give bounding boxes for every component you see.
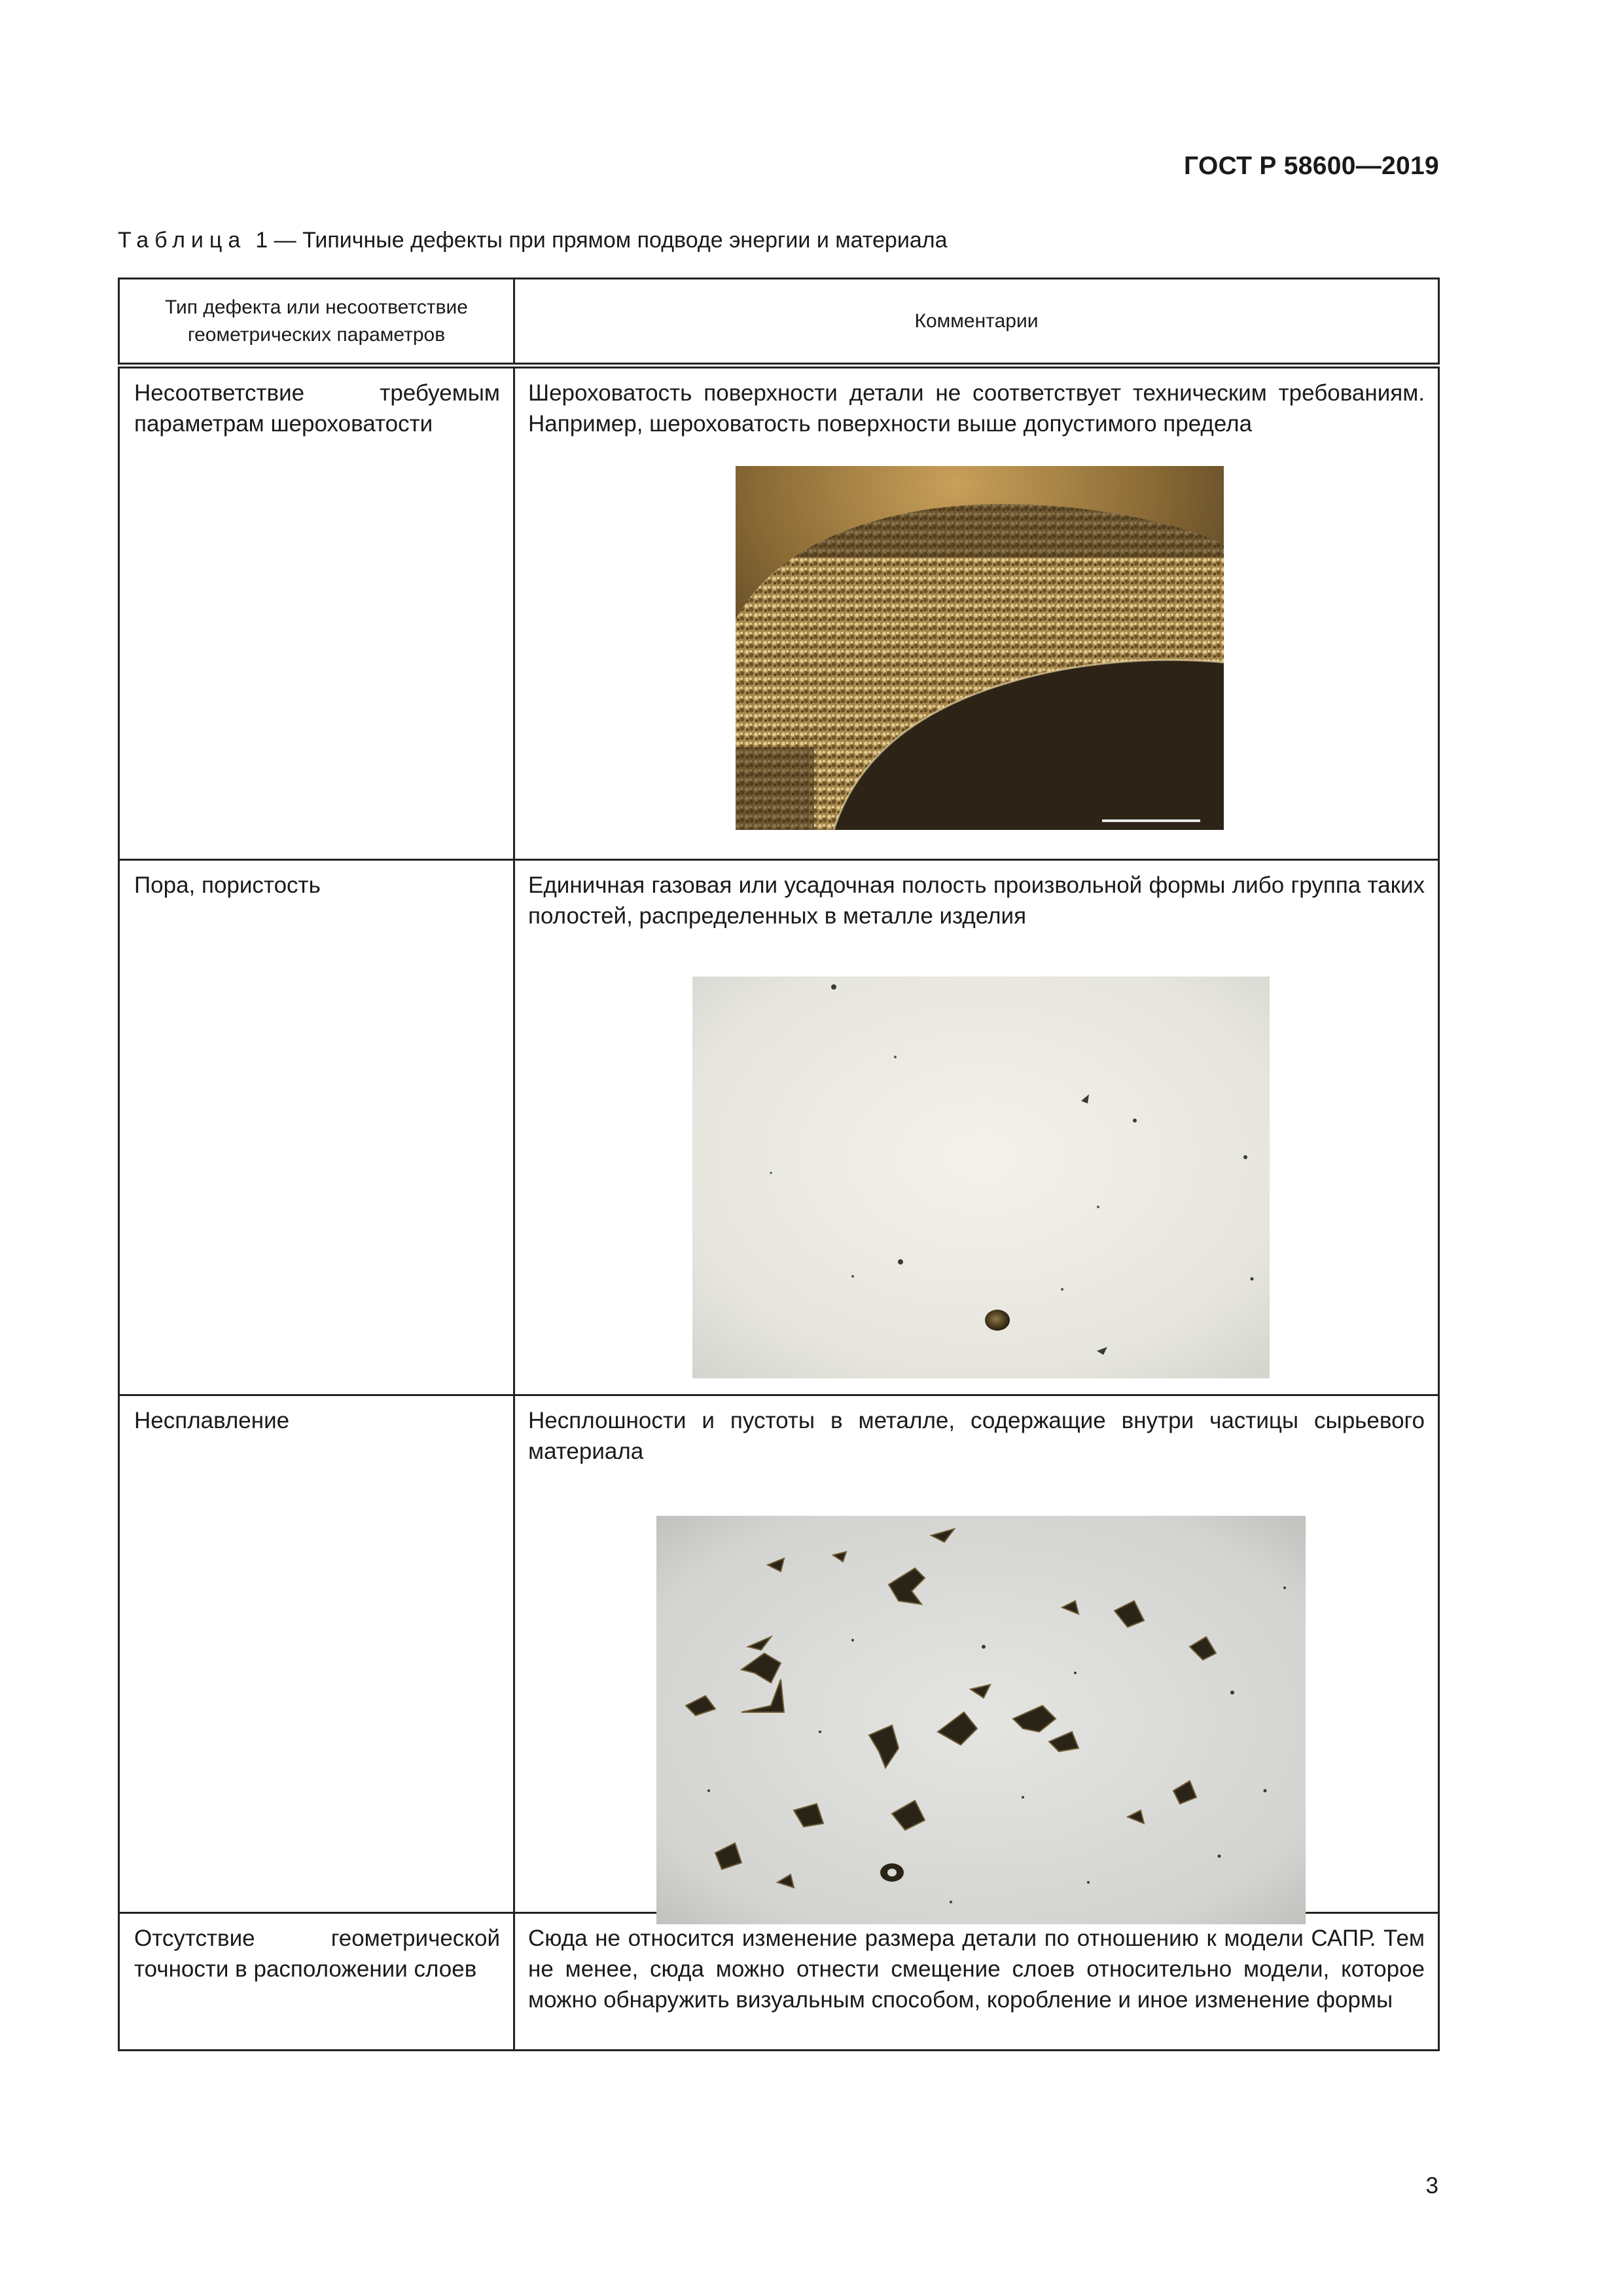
table-caption-prefix: Таблица	[118, 228, 247, 253]
table-header-row	[119, 279, 1439, 366]
defect-type-cell: Отсутствие геометрической точности в расположении слоев	[119, 1913, 514, 2051]
comment-text: Сюда не относится изменение размера детали по отношению к модели САПР. Тем не менее, сюда можно отнести смещение слоев относительно модели, которое можно обнаружить визуальным способом, коробление и иное изменение формы	[528, 1926, 1425, 2013]
comment-cell	[514, 1913, 1439, 2051]
page-number: 3	[1425, 2173, 1438, 2198]
table-row	[119, 1913, 1439, 2051]
comment-text: Единичная газовая или усадочная полость произвольной формы либо группа таких полостей, распределенных в металле изделия	[528, 872, 1425, 929]
defect-type-cell: Несплавление	[119, 1395, 514, 1913]
table-caption	[118, 228, 947, 253]
document-code: ГОСТ Р 58600—2019	[1184, 152, 1439, 180]
defect-type-cell: Несоответствие требуемым параметрам шероховатости	[119, 366, 514, 860]
comment-text: Несплошности и пустоты в металле, содержащие внутри частицы сырьевого материала	[528, 1408, 1425, 1464]
rough-surface-photo	[736, 466, 1224, 830]
porosity-photo	[692, 977, 1270, 1378]
comment-text: Шероховатость поверхности детали не соответствует техническим требованиям. Например, шероховатость поверхности выше допустимого предела	[528, 380, 1425, 437]
column-header-defect-type: Тип дефекта или несоответствие геометрических параметров	[119, 279, 514, 366]
defect-type-cell: Пора, пористость	[119, 860, 514, 1395]
lack-of-fusion-photo	[656, 1516, 1306, 1924]
table-caption-title: 1 — Типичные дефекты при прямом подводе энергии и материала	[255, 228, 948, 253]
column-header-comments: Комментарии	[514, 279, 1439, 366]
